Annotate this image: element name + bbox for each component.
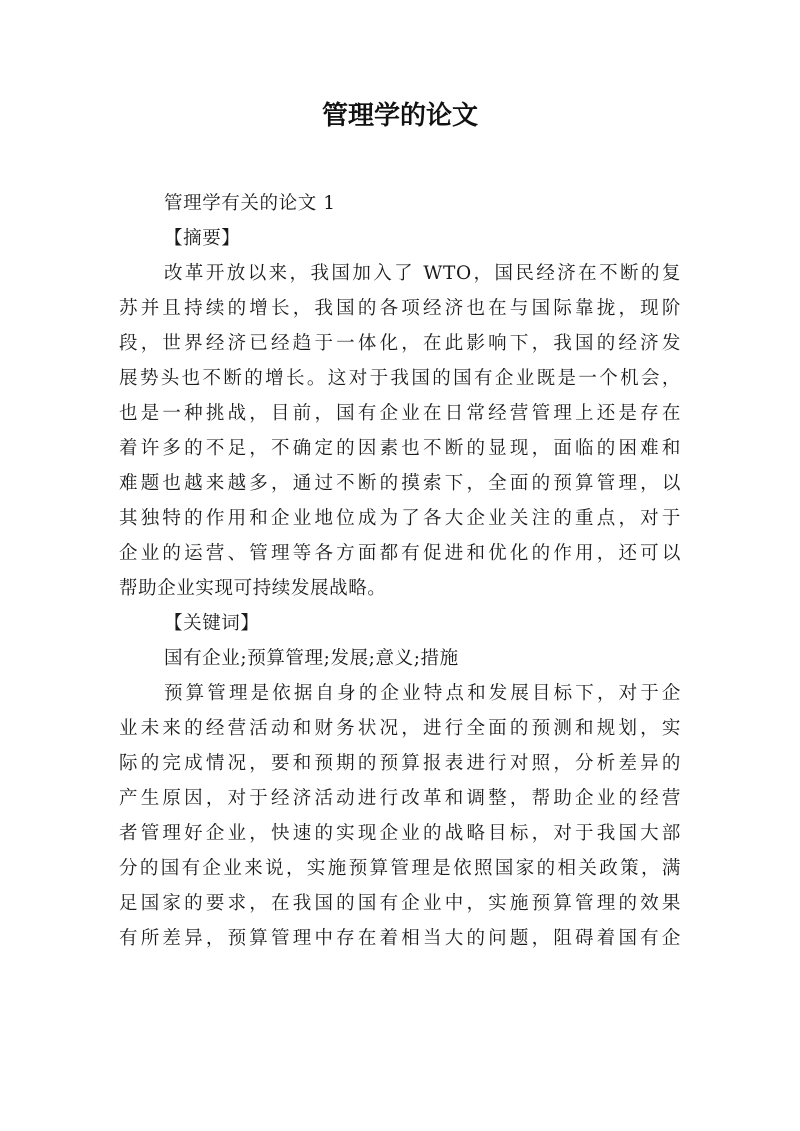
abstract-line: 段，世界经济已经趋于一体化，在此影响下，我国的经济发 [119, 333, 681, 354]
body-line: 业未来的经营活动和财务状况，进行全面的预测和规划，实 [119, 718, 681, 739]
abstract-line: 展势头也不断的增长。这对于我国的国有企业既是一个机会， [119, 368, 681, 389]
body-line: 预算管理是依据自身的企业特点和发展目标下，对于企 [164, 683, 681, 704]
keywords-text: 国有企业;预算管理;发展;意义;措施 [164, 648, 459, 669]
body-line: 产生原因，对于经济活动进行改革和调整，帮助企业的经营 [119, 788, 681, 809]
body-paragraph [119, 676, 681, 956]
abstract-line: 苏并且持续的增长，我国的各项经济也在与国际靠拢，现阶 [119, 298, 681, 319]
body-line: 分的国有企业来说，实施预算管理是依照国家的相关政策，满 [119, 858, 681, 879]
abstract-line: 企业的运营、管理等各方面都有促进和优化的作用，还可以 [119, 543, 681, 564]
body-line: 足国家的要求，在我国的国有企业中，实施预算管理的效果 [119, 893, 681, 914]
abstract-paragraph [119, 256, 681, 606]
abstract-line: 帮助企业实现可持续发展战略。 [119, 578, 387, 599]
abstract-line: 着许多的不足，不确定的因素也不断的显现，面临的困难和 [119, 438, 681, 459]
document-title: 管理学的论文 [321, 101, 478, 131]
document-body [119, 186, 681, 956]
body-line: 际的完成情况，要和预期的预算报表进行对照，分析差异的 [119, 753, 681, 774]
abstract-line: 难题也越来越多，通过不断的摸索下，全面的预算管理，以 [119, 473, 681, 494]
abstract-line: 改革开放以来，我国加入了 WTO，国民经济在不断的复 [164, 263, 681, 284]
body-line: 者管理好企业，快速的实现企业的战略目标，对于我国大部 [119, 823, 681, 844]
body-line: 有所差异，预算管理中存在着相当大的问题，阻碍着国有企 [119, 928, 681, 949]
abstract-line: 也是一种挑战，目前，国有企业在日常经营管理上还是存在 [119, 403, 681, 424]
keywords-heading: 【关键词】 [164, 613, 260, 634]
abstract-heading: 【摘要】 [164, 228, 241, 249]
section-subtitle: 管理学有关的论文 1 [164, 193, 336, 214]
abstract-line: 其独特的作用和企业地位成为了各大企业关注的重点，对于 [119, 508, 681, 529]
